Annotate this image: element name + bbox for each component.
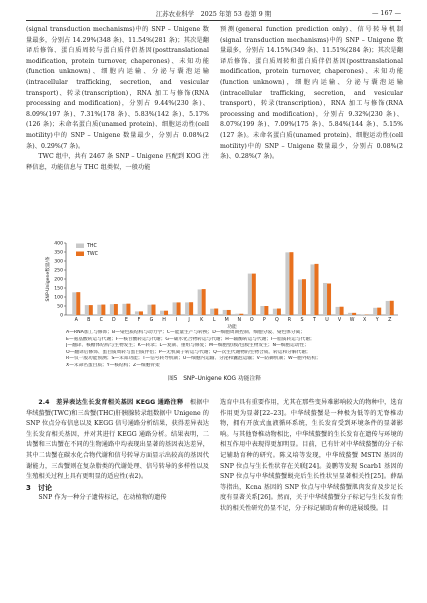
x-tick-label: W bbox=[349, 318, 355, 323]
x-tick-label: O bbox=[249, 318, 254, 323]
y-tick-label: 0 bbox=[60, 313, 63, 319]
bar-thc-D bbox=[110, 304, 114, 315]
bar-thc-C bbox=[97, 305, 101, 315]
bar-twc-V bbox=[340, 307, 344, 315]
x-tick-label: C bbox=[99, 318, 104, 323]
bar-twc-U bbox=[327, 284, 331, 316]
figure-5 bbox=[26, 237, 403, 387]
bar-thc-J bbox=[185, 302, 189, 315]
bar-twc-Q bbox=[277, 309, 281, 315]
legend-swatch-twc bbox=[76, 252, 84, 257]
x-tick-label: Q bbox=[274, 318, 279, 323]
y-tick-label: 300 bbox=[54, 259, 63, 265]
x-tick-label: R bbox=[287, 318, 292, 323]
x-tick-label: Y bbox=[375, 318, 379, 323]
bar-thc-K bbox=[198, 289, 202, 315]
bar-thc-B bbox=[85, 305, 89, 315]
y-tick-label: 350 bbox=[54, 250, 63, 256]
y-tick-label: 200 bbox=[54, 277, 63, 283]
left-column-bottom bbox=[26, 398, 209, 504]
x-tick-label: M bbox=[224, 318, 229, 323]
x-tick-label: J bbox=[188, 318, 190, 323]
bar-twc-P bbox=[264, 306, 268, 315]
legend-swatch-thc bbox=[76, 244, 84, 249]
bar-twc-R bbox=[289, 252, 293, 315]
bar-thc-H bbox=[160, 311, 164, 315]
bar-twc-B bbox=[89, 305, 93, 315]
paragraph: TWC 组中，共有 2467 条 SNP – Unigene 匹配到 KOG 注释信息，功能信息与 THC 组类似，一般功能 bbox=[26, 153, 209, 171]
x-tick-label: X bbox=[363, 318, 367, 323]
bar-twc-W bbox=[352, 313, 356, 315]
bar-twc-G bbox=[152, 305, 156, 315]
x-tick-label: S bbox=[300, 318, 304, 323]
bar-twc-S bbox=[302, 279, 306, 315]
legend-label-twc: TWC bbox=[87, 252, 99, 257]
bar-thc-E bbox=[122, 304, 126, 315]
bar-thc-U bbox=[323, 283, 327, 315]
bar-twc-K bbox=[202, 289, 206, 315]
section-number: 2.4 bbox=[38, 399, 50, 406]
figure-note-line: E—氨基酸转运与代谢；F—核苷酸转运与代谢；G—碳水化合物转运与代谢；H—辅酶转运与代谢；I—脂质转运与代谢； bbox=[66, 336, 315, 342]
kog-bar-chart bbox=[26, 237, 403, 332]
y-tick-label: 50 bbox=[57, 304, 63, 310]
paragraph: (signal transduction mechanisms)中的 SNP – Unigene 数量最多，分别占 14.29%(348 条)、11.54%(281 条)；其次是翻译后修饰、蛋白质周转与蛋白质伴侣基因(posttranslational modification, protein turnover, chaperones)、未知功能(function unknown)、细胞内运输、分泌与囊泡运输(intracellular trafficking, secretion, and vesicular transport)、转录(transcription)，RNA 加工与修饰(RNA processing and modification)，分别占 9.44%(230 条)、8.09%(197 条)、7.31%(178 条)、5.83%(142 条)、5.17%(126 条)；未命名蛋白质(unamed protein)、细胞运动性(cell motility)中的 SNP – Unigene 数量最少，分别占 0.08%(2 条)、0.29%(7 条)。 bbox=[26, 26, 209, 150]
y-tick-label: 400 bbox=[54, 241, 63, 247]
x-tick-label: H bbox=[162, 318, 166, 323]
bar-twc-J bbox=[189, 302, 193, 315]
bar-thc-Z bbox=[386, 301, 390, 315]
paragraph: 选育中具有重要作用，尤其在那些变异难影响较大的物种中，选育作用更为显著[22–23]。中华绒螯蟹是一种极为低等的无脊椎动物，拥有开放式血液循环系统，生长发育受到环境条件的显著影响。与其他脊椎动物相比，中华绒螯蟹的生长发育在遗传与环境的相互作用中表现得更加明显。目前，已有针对中华绒螯蟹的分子标记辅助育种的研究。陈义培等发现，中华绒螯蟹 MSTN 基因的 SNP 位点与生长性状存在关联[24]。姜鹏等发现 Scarb1 基因的 SNP 位点与中华绒螯蟹蜕壳后生长性状呈显著相关性[25]。薛磊等指出，Kcna 基因的 SNP 位点与中华绒螯蟹肌肉发育及步足长度有显著关系[26]。然而，关于中华绒螯蟹分子标记与生长发育性状的相关性研究仍显不足，分子标记辅助育种的进展缓慢。目 bbox=[220, 399, 403, 512]
y-tick-label: 250 bbox=[54, 268, 63, 274]
x-tick-label: B bbox=[87, 318, 91, 323]
running-header bbox=[26, 8, 401, 21]
x-tick-label: Z bbox=[388, 318, 392, 323]
figure-note-line: O—翻译后修饰、蛋白质周转与蛋白质伴侣；P—无机离子转运与代谢；Q—次生代谢物的生物合成、转运和分解代谢； bbox=[66, 349, 311, 355]
bar-thc-Q bbox=[273, 309, 277, 315]
right-column-bottom bbox=[220, 398, 403, 515]
bar-thc-V bbox=[336, 307, 340, 315]
bar-twc-A bbox=[76, 292, 80, 315]
figure-note-line: X—未命名蛋白质；Y—核结构；Z—细胞骨架 bbox=[66, 362, 160, 368]
x-tick-label: G bbox=[149, 318, 154, 323]
x-tick-label: E bbox=[124, 318, 128, 323]
bar-twc-M bbox=[227, 310, 231, 315]
x-tick-label: D bbox=[112, 318, 116, 323]
chart-bars bbox=[72, 252, 393, 315]
bar-twc-I bbox=[177, 302, 181, 315]
bar-twc-D bbox=[114, 304, 118, 315]
bar-thc-M bbox=[223, 310, 227, 315]
bar-thc-P bbox=[260, 306, 264, 315]
x-tick-label: K bbox=[200, 318, 204, 323]
chart-legend bbox=[76, 243, 99, 257]
bar-twc-Z bbox=[390, 301, 394, 315]
section-2-4 bbox=[26, 398, 209, 483]
figure-note-line: J—翻译、核糖体结构与生物发生；K—转录；L—复制、重组与修复；M—细胞壁/膜/包膜生物发生；N—细胞运动性； bbox=[66, 343, 309, 349]
paragraph: 预测(general function prediction only)、信号转导机制(signal transduction mechanisms)中的 SNP – Unigene 数量最多，分别占 14.15%(349 条)、11.51%(284 条)；其次是翻译后修饰、蛋白质周转和蛋白质伴侣基因(posttranslational modification, protein turnover, chaperones)、未知功能(function unknown)，细胞内运输、分泌与囊泡运输(intracellular trafficking, secretion, and vesicular transport)，转录(transcription)，RNA 加工与修饰(RNA processing and modification)，分别占 9.32%(230 条)、8.07%(199 条)、7.09%(175 条)、5.84%(144 条)、5.15%(127 条)。未命名蛋白质(unamed protein)、细胞运动性(cell motility)中的 SNP – Unigene 数量最少，分别占 0.08%(2 条)、0.28%(7 条)。 bbox=[220, 26, 403, 161]
bar-thc-A bbox=[72, 292, 76, 315]
bar-thc-T bbox=[310, 264, 314, 315]
section-title: 差异表达生长发育相关基因 KEGG 通路注释 bbox=[56, 399, 184, 406]
x-tick-label: F bbox=[137, 318, 141, 323]
bar-twc-F bbox=[139, 311, 143, 315]
bar-thc-O bbox=[248, 274, 252, 315]
bar-thc-I bbox=[173, 302, 177, 315]
x-tick-label: N bbox=[237, 318, 242, 323]
figure-caption: 图5 SNP–Unigene KOG 功能注释 bbox=[167, 376, 262, 382]
x-tick-label: P bbox=[262, 318, 266, 323]
bar-twc-C bbox=[101, 305, 105, 315]
y-tick-label: 100 bbox=[54, 295, 63, 301]
bar-thc-W bbox=[348, 313, 352, 315]
legend-label-thc: THC bbox=[87, 244, 97, 249]
figure-note-line: R—仅一般功能预测；S—未知功能；T—信号转导机制；U—细胞内运输、分泌和囊泡运输；V—防御机制；W—胞外结构； bbox=[66, 356, 321, 362]
figure-notes bbox=[66, 330, 398, 370]
discussion-heading: 3 讨论 bbox=[26, 483, 53, 492]
x-tick-label: I bbox=[175, 318, 178, 323]
bar-thc-N bbox=[235, 314, 239, 315]
y-axis-title: SNP-Unigene数量/条 bbox=[46, 256, 51, 302]
bar-twc-T bbox=[315, 264, 319, 315]
journal-title: 江苏农业科学 2025 年第 53 卷第 9 期 bbox=[155, 10, 272, 18]
x-tick-label: L bbox=[212, 318, 216, 323]
x-tick-label: T bbox=[313, 318, 316, 323]
right-column-top bbox=[220, 25, 403, 163]
figure-note-line: A—RNA加工与修饰；B—染色质结构与动力学；C—能量生产与转换；D—细胞周期控制、细胞分裂、染色体分离； bbox=[66, 330, 305, 335]
paragraph: SNP 作为一种分子遗传标记，在动植物的遗传 bbox=[38, 494, 167, 502]
page-number: — 167 — bbox=[371, 9, 401, 17]
y-tick-label: 150 bbox=[54, 286, 63, 292]
x-tick-label: V bbox=[337, 318, 342, 323]
bar-thc-L bbox=[210, 309, 214, 315]
bar-twc-O bbox=[252, 274, 256, 315]
bar-twc-E bbox=[126, 304, 130, 315]
bar-twc-H bbox=[164, 311, 168, 315]
x-axis-title: 功能 bbox=[227, 325, 237, 330]
bar-twc-N bbox=[239, 314, 243, 315]
left-column-top bbox=[26, 25, 209, 173]
x-tick-label: A bbox=[74, 318, 78, 323]
bar-thc-F bbox=[135, 311, 139, 315]
bar-twc-Y bbox=[377, 308, 381, 315]
bar-thc-R bbox=[285, 252, 289, 315]
bar-twc-L bbox=[214, 309, 218, 315]
x-tick-label: U bbox=[325, 318, 329, 323]
bar-thc-G bbox=[147, 305, 151, 315]
section-text: 根据中华绒螯蟹(TWC)和三齿蟹(THC)肝胰腺转录组数据中 Unigene 的 SNP 位点分布信息以及 KEGG 信号通路分析结果，获得差异表达生长发育相关基因，并对其进行 KEGG 通路分析。结果表明，二齿蟹和三齿蟹在不同的生物通路中均表现出显著的基因表达差异，其中二齿蟹在碳水化合物代谢和信号转导方面显示出较高的基因代谢能力，三齿蟹则在复杂脂类的代谢处理、信号转导的多样性以及生殖相关过程上具有更明显的适应性(表2)。 bbox=[26, 399, 209, 481]
bar-thc-Y bbox=[373, 308, 377, 315]
bar-thc-S bbox=[298, 280, 302, 315]
